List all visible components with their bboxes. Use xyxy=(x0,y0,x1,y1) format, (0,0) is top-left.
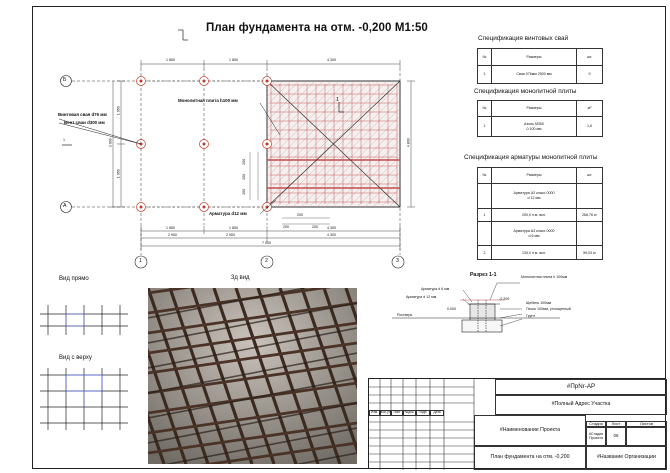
section-label-grillage: Ростверк xyxy=(397,313,413,317)
stamp-stage-header: Стадия xyxy=(586,421,606,427)
dim-left-2: 1 950 xyxy=(116,169,121,179)
rebar-photo-image xyxy=(148,288,357,464)
spec-rebar-r2c2: 200,0 п.м. вкл. xyxy=(492,208,577,221)
view-front xyxy=(40,305,128,335)
axis-label-b: Б xyxy=(63,77,67,83)
spec-slab-r1c2: Азоль М350 0.100 мм xyxy=(492,117,577,137)
spec-rebar-h1: № xyxy=(478,168,492,184)
axis-label-1: 1 xyxy=(139,258,142,264)
spec-rebar-r4c2: 135,0 п.м. вкл. xyxy=(492,246,577,260)
rebar-3d-photo xyxy=(148,288,357,464)
stamp-sheet-title: План фундамента на отм. -0,200 xyxy=(474,446,586,470)
spec-slab-h1: № xyxy=(478,101,492,117)
stamp-col-date: Дата xyxy=(430,410,444,416)
section-marker-top xyxy=(178,30,188,40)
dim-left-1: 1 950 xyxy=(116,106,121,116)
rebar-dim-v2: 200 xyxy=(242,173,247,180)
spec-rebar-r4c1: 2 xyxy=(478,246,492,260)
stamp-grid xyxy=(369,379,475,470)
spec-rebar-r1c3 xyxy=(577,184,603,209)
spec-piles-h1: № xyxy=(478,49,492,66)
title-block xyxy=(368,378,666,469)
rebar-dim-h2: 200 xyxy=(297,213,303,217)
rebar-dim-h3: 200 xyxy=(312,225,318,229)
axis-label-2: 2 xyxy=(265,258,268,264)
section-title: Разрез 1-1 xyxy=(470,272,497,278)
dim-top-1: 1 850 xyxy=(166,58,175,62)
pile-group xyxy=(137,77,272,212)
view-top-title: Вид с верху xyxy=(59,355,92,361)
drawing-title: План фундамента на отм. -0,200 М1:50 xyxy=(206,22,428,34)
dim-left-total: 3 900 xyxy=(108,138,113,148)
spec-rebar-r1c2: Арматура А3 класс 0000 d 12 мм xyxy=(492,184,577,209)
spec-piles-h2: Размеры xyxy=(492,49,577,66)
view-top xyxy=(40,368,128,430)
spec-rebar-r1c1 xyxy=(478,184,492,209)
dim-bottom-2c: 4 300 xyxy=(327,233,336,237)
spec-rebar-r4c3: 59,03 кг xyxy=(577,246,603,260)
view-3d-title: 3д вид xyxy=(231,275,250,281)
stamp-code: #ПрNr-АР xyxy=(495,379,667,395)
spec-rebar-r2c1: 1 xyxy=(478,208,492,221)
spec-rebar-r3c1 xyxy=(478,221,492,246)
spec-piles-h3: шт. xyxy=(577,49,603,66)
spec-rebar-h3: шт. xyxy=(577,168,603,184)
spec-piles-r1c3: 9 xyxy=(577,66,603,84)
rebar-dim-v1: 200 xyxy=(242,158,247,165)
section-mark-label: 1 xyxy=(336,97,339,103)
stamp-sheet-value: 06 xyxy=(606,427,626,446)
stamp-sheets-value xyxy=(626,427,667,446)
stamp-sheets-header: Листов xyxy=(626,421,667,427)
spec-rebar-r2c3: 266,76 кг xyxy=(577,208,603,221)
stamp-col-podp: Подп. xyxy=(416,410,430,416)
spec-piles-r1c2: Свая 076мм 2500 мм xyxy=(492,66,577,84)
spec-piles-r1c1: 1 xyxy=(478,66,492,84)
axis-label-3: 3 xyxy=(396,258,399,264)
view-front-title: Вид прямо xyxy=(59,276,89,282)
stamp-project: #Наименование Проекта xyxy=(474,415,586,446)
label-rebar: Арматура d12 мм xyxy=(209,211,247,216)
stamp-col-kol: Кол.уч xyxy=(380,410,391,415)
rebar-dim-h1: 200 xyxy=(283,225,289,229)
rebar-dim-v3: 200 xyxy=(242,188,247,195)
label-blade-diameter: Вент сваи d300 мм xyxy=(64,120,105,125)
axis-label-a: А xyxy=(63,203,67,209)
spec-piles-title: Спецификация винтовых свай xyxy=(478,35,569,42)
dim-bottom-1c: 4 300 xyxy=(327,226,336,230)
stamp-org: #Название Организации xyxy=(586,446,667,470)
stamp-col-doc: №док. xyxy=(404,410,415,415)
dim-bottom-2a: 2 900 xyxy=(168,233,177,237)
dim-top-2: 1 850 xyxy=(229,58,238,62)
spec-slab-table xyxy=(477,100,603,137)
spec-slab-h3: м³ xyxy=(577,101,603,117)
spec-rebar-r3c3 xyxy=(577,221,603,246)
section-label-level: -0.200 xyxy=(499,297,510,301)
stamp-address: #Полный Адрес Участка xyxy=(495,395,667,415)
dim-bottom-2b: 2 900 xyxy=(226,233,235,237)
stamp-stage-value: #Стадия Проекта xyxy=(586,427,606,446)
spec-rebar-title: Спецификация арматуры монолитной плиты xyxy=(464,154,598,161)
spec-rebar-r3c2: Арматура А3 класс 0000 d 6 мм xyxy=(492,221,577,246)
spec-piles-table xyxy=(477,48,603,84)
spec-slab-h2: Размеры xyxy=(492,101,577,117)
spec-slab-title: Спецификация монолитной плиты xyxy=(474,88,577,95)
dim-top-3: 4 300 xyxy=(327,58,336,62)
cut-marker-label: 1 xyxy=(63,138,65,142)
section-label-sand: Песок 100мм, утолщенный xyxy=(526,307,571,311)
section-label-slab: Монолитная плита h 100мм xyxy=(521,275,568,279)
section-label-gravel: Щебень 100мм xyxy=(526,301,552,305)
spec-slab-r1c3: 1,6 xyxy=(577,117,603,137)
stamp-col-izm: Изм. xyxy=(370,410,379,415)
dim-right: 4 800 xyxy=(406,138,411,148)
section-label-soil: Грунт xyxy=(526,314,536,318)
dim-bottom-1a: 1 850 xyxy=(166,226,175,230)
label-pile-diameter: Винтовая свая d76 мм xyxy=(58,112,107,117)
stamp-sheet-header: Лист xyxy=(606,421,626,427)
label-slab: Монолитная плита h100 мм xyxy=(178,98,238,103)
section-label-rebar12: Арматура d 12 мм xyxy=(406,295,437,299)
spec-rebar-table xyxy=(477,167,603,260)
section-label-zero: 0.000 xyxy=(447,307,456,311)
section-label-rebar6: Арматура d 6 мм xyxy=(421,287,450,291)
spec-rebar-h2: Размеры xyxy=(492,168,577,184)
spec-slab-r1c1: 1 xyxy=(478,117,492,137)
stamp-col-list: Лист xyxy=(391,410,403,416)
dim-bottom-1b: 1 850 xyxy=(229,226,238,230)
dim-total: 7 000 xyxy=(262,241,271,245)
